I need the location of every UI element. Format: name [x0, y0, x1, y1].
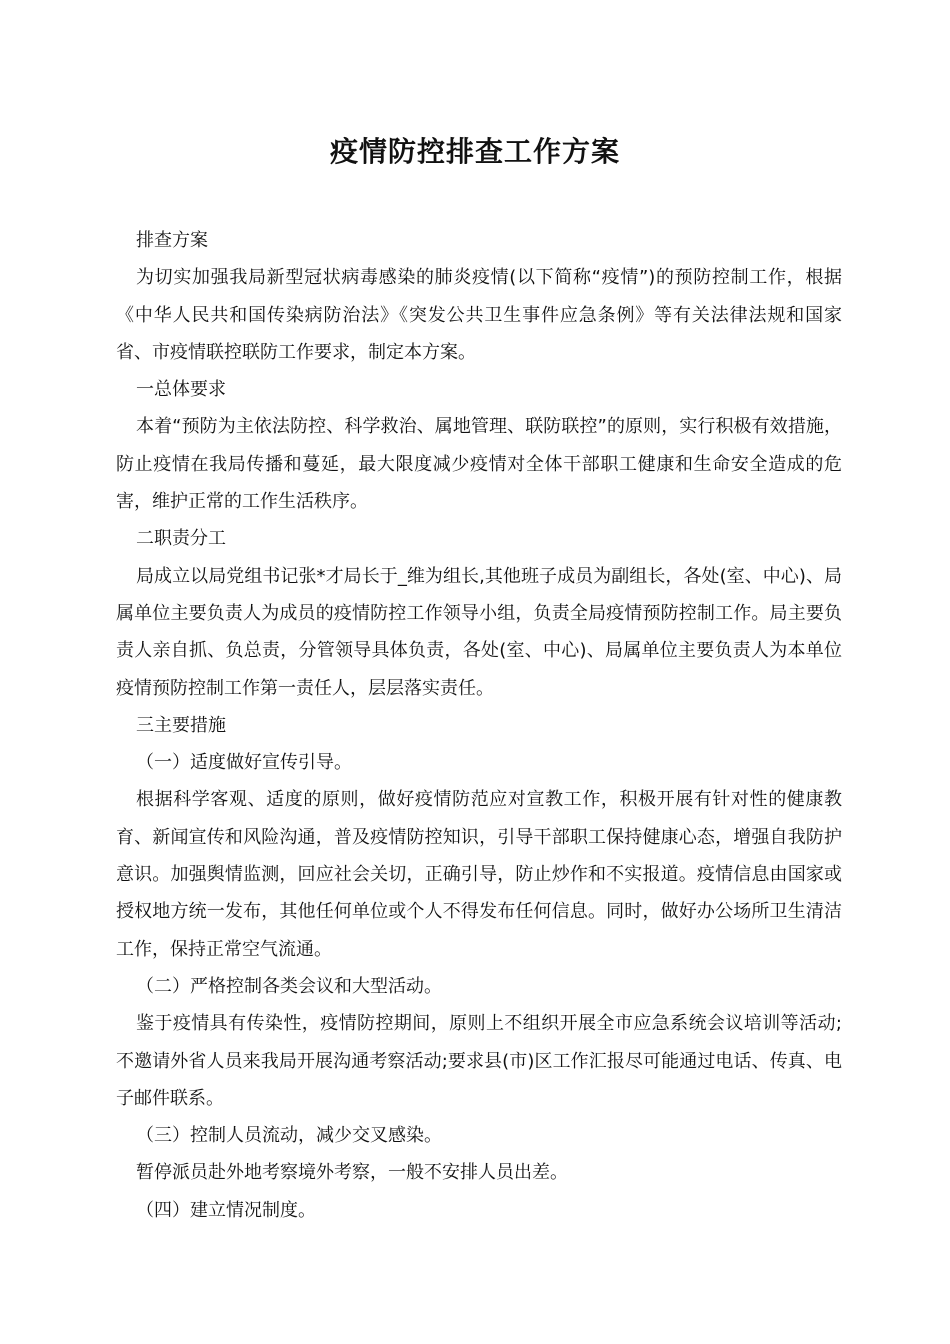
subheading-publicity: （一）适度做好宣传引导。	[136, 752, 352, 774]
section-heading-main-measures: 三主要措施	[136, 714, 226, 736]
paragraph-responsibilities: 局成立以局党组书记张*才局长于_维为组长,其他班子成员为副组长，各处(室、中心)、局属单位主要负责人为成员的疫情防控工作领导小组，负责全局疫情预防控制工作。局主要负责人亲自抓、负总责，分管领导具体负责，各处(室、中心)、局属单位主要负责人为本单位疫情预防控制工作第一责任人，层层落实责任。	[116, 565, 842, 699]
paragraph-publicity: 根据科学客观、适度的原则，做好疫情防范应对宣教工作，积极开展有针对性的健康教育、新闻宣传和风险沟通，普及疫情防控知识，引导干部职工保持健康心态，增强自我防护意识。加强舆情监测，回应社会关切，正确引导，防止炒作和不实报道。疫情信息由国家或授权地方统一发布，其他任何单位或个人不得发布任何信息。同时，做好办公场所卫生清洁工作，保持正常空气流通。	[116, 789, 842, 960]
paragraph-general-requirements: 本着“预防为主依法防控、科学救治、属地管理、联防联控”的原则，实行积极有效措施，防止疫情在我局传播和蔓延，最大限度减少疫情对全体干部职工健康和生命安全造成的危害，维护正常的工作生活秩序。	[116, 416, 842, 513]
document-body	[116, 222, 842, 1229]
section-heading-plan: 排查方案	[136, 230, 208, 251]
document-title: 疫情防控排查工作方案	[329, 135, 620, 168]
section-heading-general-requirements: 一总体要求	[136, 379, 226, 401]
section-heading-responsibilities: 二职责分工	[136, 528, 226, 550]
paragraph-meetings: 鉴于疫情具有传染性，疫情防控期间，原则上不组织开展全市应急系统会议培训等活动;不邀请外省人员来我局开展沟通考察活动;要求县(市)区工作汇报尽可能通过电话、传真、电子邮件联系。	[116, 1013, 842, 1109]
paragraph-intro: 为切实加强我局新型冠状病毒感染的肺炎疫情(以下简称“疫情”)的预防控制工作，根据《中华人民共和国传染病防治法》《突发公共卫生事件应急条例》等有关法律法规和国家省、市疫情联控联防工作要求，制定本方案。	[116, 267, 842, 363]
paragraph-personnel-movement: 暂停派员赴外地考察境外考察，一般不安排人员出差。	[136, 1162, 568, 1184]
subheading-reporting-system: （四）建立情况制度。	[136, 1199, 316, 1221]
subheading-personnel-movement: （三）控制人员流动，减少交叉感染。	[136, 1125, 442, 1147]
subheading-meetings: （二）严格控制各类会议和大型活动。	[136, 975, 442, 997]
